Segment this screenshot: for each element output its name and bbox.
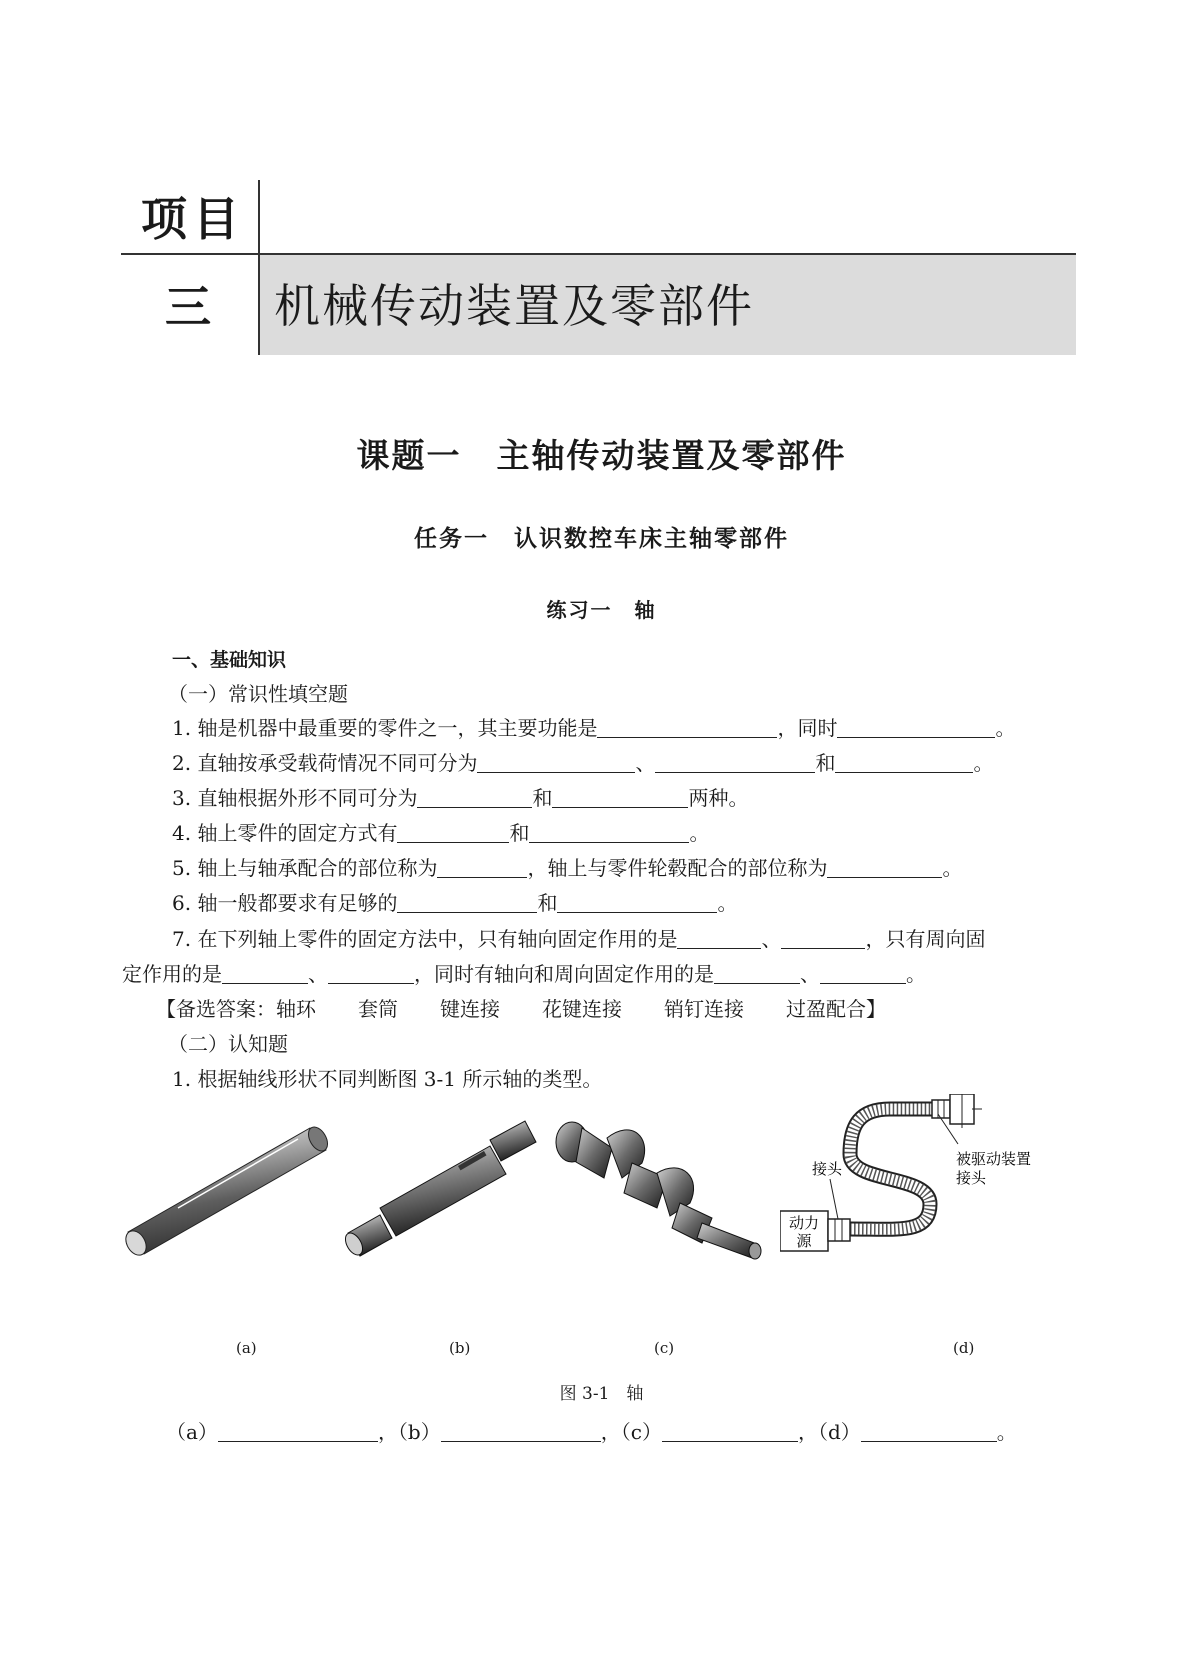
shaft-b-image	[340, 1118, 540, 1263]
task-title: 任务一 认识数控车床主轴零部件	[414, 526, 789, 552]
answer-blank[interactable]	[477, 752, 635, 773]
answer-blank[interactable]	[557, 892, 717, 913]
recognition-question-1: 1. 根据轴线形状不同判断图 3-1 所示轴的类型。	[172, 1067, 603, 1091]
answer-blank[interactable]	[417, 787, 532, 808]
figure-caption: 图 3-1 轴	[559, 1384, 644, 1404]
answer-blank[interactable]	[714, 963, 800, 984]
answer-blank[interactable]	[677, 928, 761, 949]
answer-blank[interactable]	[820, 963, 906, 984]
answer-blank[interactable]	[222, 963, 308, 984]
question-1: 1. 轴是机器中最重要的零件之一，其主要功能是 ，同时 。	[172, 716, 1016, 740]
answer-blank[interactable]	[861, 1421, 997, 1442]
header-divider	[258, 180, 260, 355]
answer-blank[interactable]	[441, 1421, 601, 1442]
exercise-title: 练习一 轴	[546, 598, 657, 622]
figure-answer-line: （a） ，（b） ，（c） ，（d） 。	[166, 1420, 1017, 1444]
answer-blank[interactable]	[662, 1421, 798, 1442]
answer-option: 过盈配合】	[786, 997, 886, 1021]
answer-option: 销钉连接	[664, 997, 744, 1021]
question-2: 2. 直轴按承受载荷情况不同可分为 、 和 。	[172, 751, 994, 775]
answer-option: 键连接	[440, 997, 500, 1021]
power-source-label-2: 源	[796, 1232, 812, 1250]
answer-option: 花键连接	[542, 997, 622, 1021]
driven-joint-label-2: 接头	[956, 1169, 987, 1187]
answer-blank[interactable]	[218, 1421, 378, 1442]
subsection-heading: （一）常识性填空题	[168, 682, 348, 706]
question-7-cont: 定作用的是 、 ，同时有轴向和周向固定作用的是 、 。	[122, 962, 926, 986]
answer-blank[interactable]	[835, 752, 973, 773]
joint-label: 接头	[812, 1160, 843, 1178]
answer-blank[interactable]	[437, 857, 527, 878]
answer-blank[interactable]	[655, 752, 815, 773]
answer-option: 套筒	[358, 997, 398, 1021]
project-number: 三	[165, 280, 211, 334]
question-5: 5. 轴上与轴承配合的部位称为 ，轴上与零件轮毂配合的部位称为 。	[172, 856, 963, 880]
answer-blank[interactable]	[781, 928, 865, 949]
crankshaft-c-image	[552, 1118, 777, 1266]
chapter-title: 机械传动装置及零部件	[274, 279, 754, 333]
answer-blank[interactable]	[397, 822, 509, 843]
lesson-title: 课题一 主轴传动装置及零部件	[356, 436, 847, 475]
header-rule	[121, 253, 1076, 255]
answer-blank[interactable]	[328, 963, 414, 984]
subsection-heading-2: （二）认知题	[168, 1032, 288, 1056]
answer-blank[interactable]	[837, 717, 995, 738]
answer-options	[156, 995, 886, 1023]
answer-option: 【备选答案：轴环	[156, 997, 316, 1021]
project-label: 项目	[141, 192, 245, 246]
figure-label-d: (d)	[953, 1339, 975, 1357]
answer-blank[interactable]	[529, 822, 689, 843]
section-heading: 一、基础知识	[172, 649, 287, 671]
answer-blank[interactable]	[597, 717, 777, 738]
question-6: 6. 轴一般都要求有足够的 和 。	[172, 891, 738, 915]
question-7: 7. 在下列轴上零件的固定方法中，只有轴向固定作用的是 、 ，只有周向固	[172, 927, 986, 951]
power-source-label: 动力	[788, 1214, 820, 1232]
shaft-a-image	[118, 1120, 333, 1260]
answer-blank[interactable]	[552, 787, 688, 808]
flexible-shaft-d-image	[780, 1094, 1085, 1284]
figure-label-a: (a)	[236, 1339, 257, 1357]
question-3: 3. 直轴根据外形不同可分为 和 两种。	[172, 786, 749, 810]
figure-label-b: (b)	[449, 1339, 471, 1357]
answer-blank[interactable]	[397, 892, 537, 913]
figure-label-c: (c)	[654, 1339, 675, 1357]
question-4: 4. 轴上零件的固定方式有 和 。	[172, 821, 710, 845]
driven-joint-label: 被驱动装置	[956, 1150, 1032, 1168]
answer-blank[interactable]	[827, 857, 942, 878]
